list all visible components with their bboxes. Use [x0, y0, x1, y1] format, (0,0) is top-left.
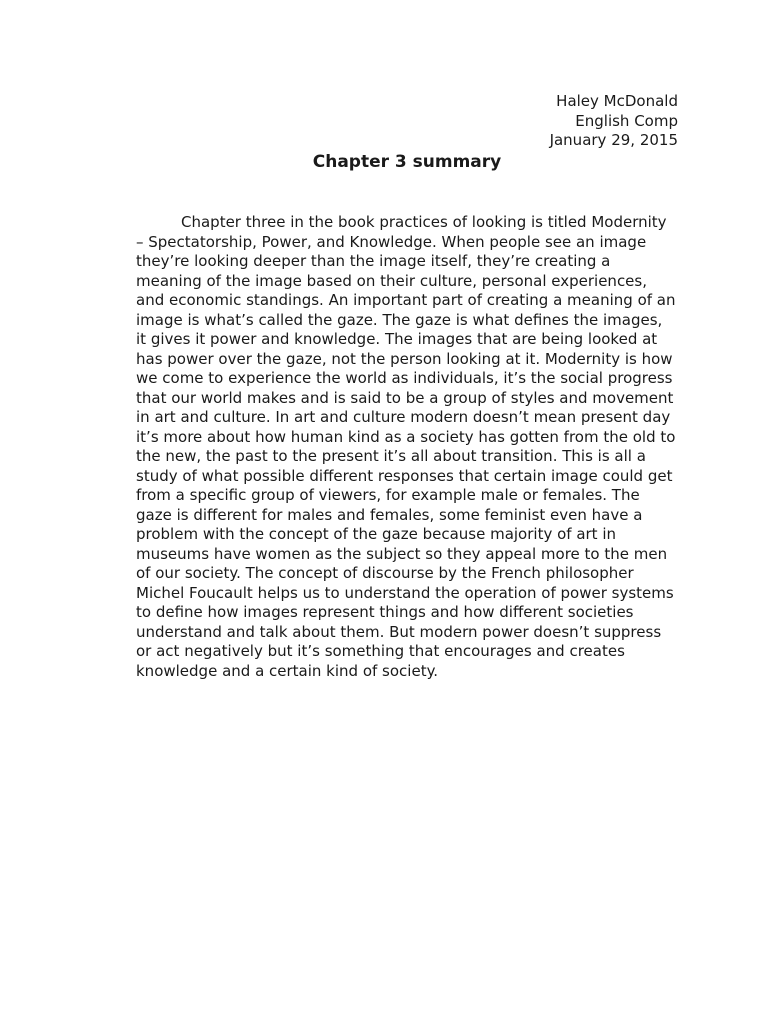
- body-paragraph: [136, 213, 686, 681]
- paragraph-line: understand and talk about them. But modern power doesn’t suppress: [136, 622, 662, 641]
- author-name: Haley McDonald: [556, 92, 678, 110]
- paragraph-line: of our society. The concept of discourse by the French philosopher: [136, 564, 634, 582]
- paragraph-line: it gives it power and knowledge. The images that are being looked at: [136, 330, 658, 348]
- paragraph-line: meaning of the image based on their culture, personal experiences,: [136, 271, 647, 290]
- paragraph-line: we come to experience the world as individuals, it’s the social progress: [136, 369, 673, 387]
- document-title: Chapter 3 summary: [312, 152, 502, 172]
- paragraph-line: image is what’s called the gaze. The gaze is what defines the images,: [136, 310, 663, 329]
- paragraph-line: knowledge and a certain kind of society.: [136, 661, 439, 680]
- paragraph-line: problem with the concept of the gaze because majority of art in: [136, 525, 617, 543]
- paragraph-line: Michel Foucault helps us to understand the operation of power systems: [136, 583, 674, 602]
- paragraph-line: Chapter three in the book practices of looking is titled Modernity: [181, 213, 667, 231]
- paragraph-line: study of what possible different responses that certain image could get: [136, 466, 673, 485]
- paragraph-line: that our world makes and is said to be a group of styles and movement: [136, 388, 674, 407]
- paragraph-line: from a specific group of viewers, for example male or females. The: [136, 486, 640, 504]
- document-date: January 29, 2015: [549, 131, 678, 149]
- paragraph-line: and economic standings. An important part of creating a meaning of an: [136, 291, 676, 309]
- paragraph-line: or act negatively but it’s something that encourages and creates: [136, 642, 625, 660]
- paragraph-line: gaze is different for males and females, some feminist even have a: [136, 505, 643, 524]
- paragraph-line: – Spectatorship, Power, and Knowledge. When people see an image: [136, 232, 647, 251]
- paragraph-line: museums have women as the subject so they appeal more to the men: [136, 544, 668, 563]
- paragraph-line: to define how images represent things and how different societies: [136, 603, 634, 621]
- course-name: English Comp: [575, 111, 678, 130]
- paragraph-line: in art and culture. In art and culture modern doesn’t mean present day: [136, 408, 671, 426]
- paragraph-line: it’s more about how human kind as a society has gotten from the old to: [136, 427, 676, 446]
- paragraph-line: has power over the gaze, not the person looking at it. Modernity is how: [136, 349, 673, 368]
- paragraph-line: the new, the past to the present it’s all about transition. This is all a: [136, 447, 646, 465]
- paragraph-line: they’re looking deeper than the image itself, they’re creating a: [136, 252, 611, 270]
- author-header: [550, 92, 678, 151]
